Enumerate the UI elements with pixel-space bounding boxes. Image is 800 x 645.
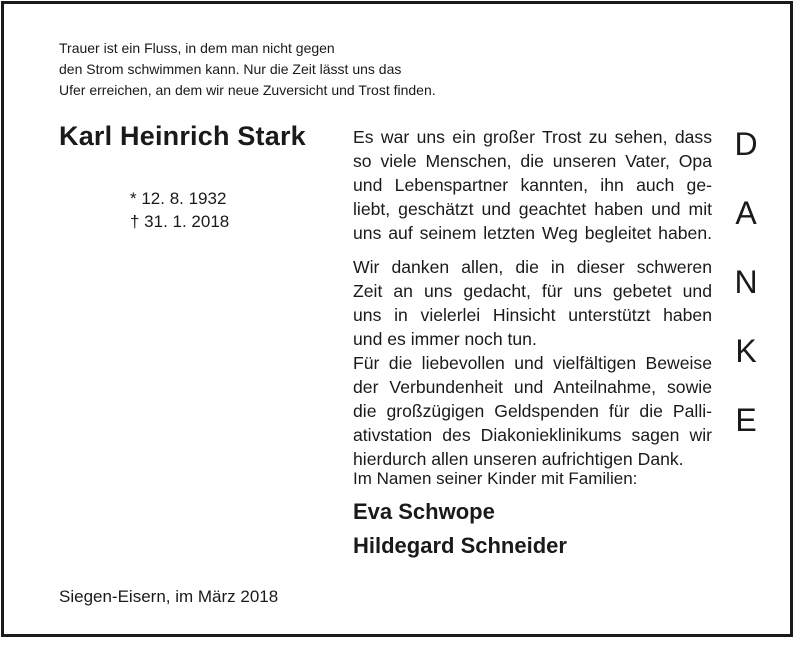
message-line: Für die liebevollen und vielfältigen Beweise [353,353,712,373]
message-line: so viele Menschen, die unseren Vater, Opa [353,151,712,171]
message-line: uns in vielerlei Hinsicht unterstützt haben [353,305,712,325]
danke-letter: E [735,402,757,438]
motto-line: Trauer ist ein Fluss, in dem man nicht gegen [59,40,335,56]
deceased-name: Karl Heinrich Stark [59,121,306,151]
motto-line: Ufer erreichen, an dem wir neue Zuversicht und Trost finden. [59,82,436,98]
message-paragraph-3 [353,351,712,471]
message-line: und Lebenspartner kannten, ihn auch ge- [353,175,712,195]
danke-letter: K [735,333,757,369]
message-line: der Verbundenheit und Anteilnahme, sowie [353,377,712,397]
danke-letter: D [734,126,758,162]
message-line: die großzügigen Geldspenden für die Palli- [353,401,712,421]
danke-vertical-heading [728,118,764,463]
message-line: Wir danken allen, die in dieser schweren [353,257,712,277]
message-line: liebt, geschätzt und geachtet haben und mit [353,199,712,219]
place-and-date: Siegen-Eisern, im März 2018 [59,587,279,606]
message-line: Es war uns ein großer Trost zu sehen, dass [353,127,712,147]
thanks-message [353,125,712,471]
motto-line: den Strom schwimmen kann. Nur die Zeit lässt uns das [59,61,402,77]
motto-quote [59,38,436,101]
message-paragraph-2 [353,255,712,351]
signer-name: Eva Schwope [353,499,495,524]
message-line: hierdurch allen unseren aufrichtigen Dank. [353,449,684,469]
message-line: ativstation des Diakonieklinikums sagen wir [353,425,712,445]
signoff-line: Im Namen seiner Kinder mit Familien: [353,469,638,488]
danke-letter: N [734,264,758,300]
message-paragraph-1 [353,125,712,245]
signer-name: Hildegard Schneider [353,533,567,558]
message-line: Zeit an uns gedacht, für uns gebetet und [353,281,712,301]
death-date: † 31. 1. 2018 [130,212,230,231]
life-dates [130,187,229,233]
birth-date: * 12. 8. 1932 [130,189,227,208]
danke-letter: A [735,195,757,231]
message-line: und es immer noch tun. [353,329,537,349]
message-line: uns auf seinem letzten Weg begleitet haben. [353,223,712,243]
